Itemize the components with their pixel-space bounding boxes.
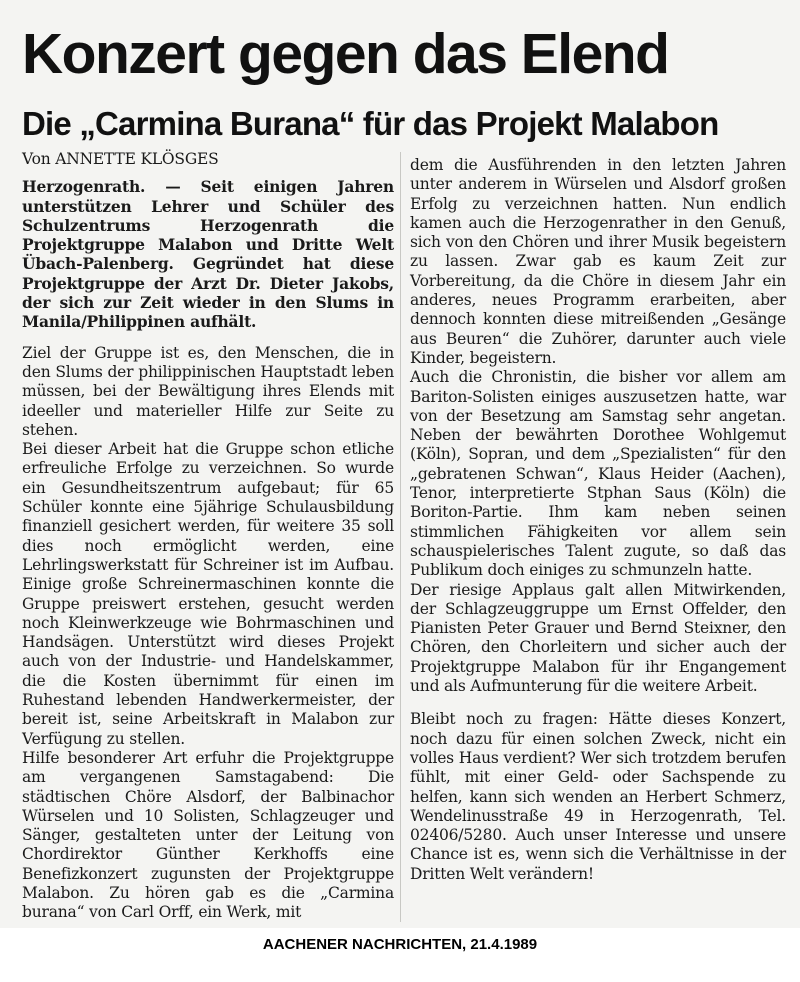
headline: Konzert gegen das Elend bbox=[22, 22, 669, 86]
body-paragraph: Der riesige Applaus galt allen Mitwirkenden, der Schlagzeuggruppe um Ernst Offelder, den Pianisten Peter Grauer und Bernd Steixner, den Chören, den Chorleitern und sicher auch der Projektgruppe Malabon für ihr Engangement und als Aufmunterung für die weitere Arbeit. bbox=[410, 580, 786, 696]
source-caption: AACHENER NACHRICHTEN, 21.4.1989 bbox=[262, 936, 538, 953]
body-paragraph: Ziel der Gruppe ist es, den Menschen, die in den Slums der philippinischen Hauptstadt leben müssen, bei der Bewältigung ihres Elends mit ideeller und materieller Hilfe zur Seite zu stehen. bbox=[22, 343, 394, 439]
right-column bbox=[410, 156, 786, 884]
column-divider bbox=[400, 152, 401, 922]
lead-paragraph: Herzogenrath. — Seit einigen Jahren unterstützen Lehrer und Schüler des Schulzentrums Herzogenrath die Projektgruppe Malabon und Dritte Welt Übach-Palenberg. Gegründet hat diese Projektgruppe der Arzt Dr. Dieter Jakobs, der sich zur Zeit wieder in den Slums in Manila/Philippinen aufhält. bbox=[22, 177, 394, 332]
body-paragraph: Bleibt noch zu fragen: Hätte dieses Konzert, noch dazu für einen solchen Zweck, nicht ein volles Haus verdient? Wer sich trotzdem berufen fühlt, mit einer Geld- oder Sachspende zu helfen, kann sich wenden an Herbert Schmerz, Wendelinusstraße 49 in Herzogenrath, Tel. 02406/5280. Auch unser Interesse und unsere Chance ist es, wenn sich die Verhältnisse in der Dritten Welt verändern! bbox=[410, 710, 786, 883]
body-paragraph: Auch die Chronistin, die bisher vor allem am Bariton-Solisten einiges auszusetzen hatte, war von der Besetzung am Samstag sehr angetan. Neben der bewährten Dorothee Wohlgemut (Köln), Sopran, und dem „Spezialisten“ für den „gebratenen Schwan“, Klaus Heider (Aachen), Tenor, interpretierte Stphan Saus (Köln) die Boriton-Partie. Ihm kam neben seinen stimmlichen Fähigkeiten vor allem sein schauspielerisches Talent zugute, so daß das Publikum doch einiges zu schmunzeln hatte. bbox=[410, 368, 786, 580]
byline: Von ANNETTE KLÖSGES bbox=[22, 150, 219, 168]
subheadline: Die „Carmina Burana“ für das Projekt Malabon bbox=[22, 105, 719, 142]
body-paragraph: dem die Ausführenden in den letzten Jahren unter anderem in Würselen und Alsdorf großen Erfolg zu verzeichnen hatten. Nun endlich kamen auch die Herzogenrather in den Genuß, sich von den Chören und ihrer Musik begeistern zu lassen. Zwar gab es kaum Zeit zur Vorbereitung, da die Chöre in diesem Jahr ein anderes, neues Programm erarbeiten, aber dennoch konnten diese mitreißenden „Gesänge aus Beuren“ die Zuhörer, darunter auch viele Kinder, begeistern. bbox=[410, 156, 786, 367]
body-paragraph: Hilfe besonderer Art erfuhr die Projektgruppe am vergangenen Samstagabend: Die städtischen Chöre Alsdorf, der Balbinachor Würselen und 10 Solisten, Schlagzeuger und Sänger, gestalteten unter der Leitung von Chordirektor Günther Kerkhoffs eine Benefizkonzert zugunsten der Projektgruppe Malabon. Zu hören gab es die „Carmina burana“ von Carl Orff, ein Werk, mit bbox=[22, 748, 394, 922]
body-paragraph: Bei dieser Arbeit hat die Gruppe schon etliche erfreuliche Erfolge zu verzeichnen. So wurde ein Gesundheitszentrum aufgebaut; für 65 Schüler konnte eine 5jährige Schulausbildung finanziell gesichert werden, für weitere 35 soll dies noch ermöglicht werden, eine Lehrlingswerkstatt für Schreiner ist im Aufbau. Einige große Schreinermaschinen konnte die Gruppe preiswert erstehen, gesucht werden noch Kleinwerkzeuge wie Bohrmaschinen und Handsägen. Unterstützt wird dieses Projekt auch von der Industrie- und Handelskammer, die die Kosten übernimmt für einen im Ruhestand lebenden Handwerkermeister, der bereit ist, seine Arbeitskraft in Malabon zur Verfügung zu stellen. bbox=[22, 440, 394, 748]
left-column bbox=[22, 150, 394, 923]
